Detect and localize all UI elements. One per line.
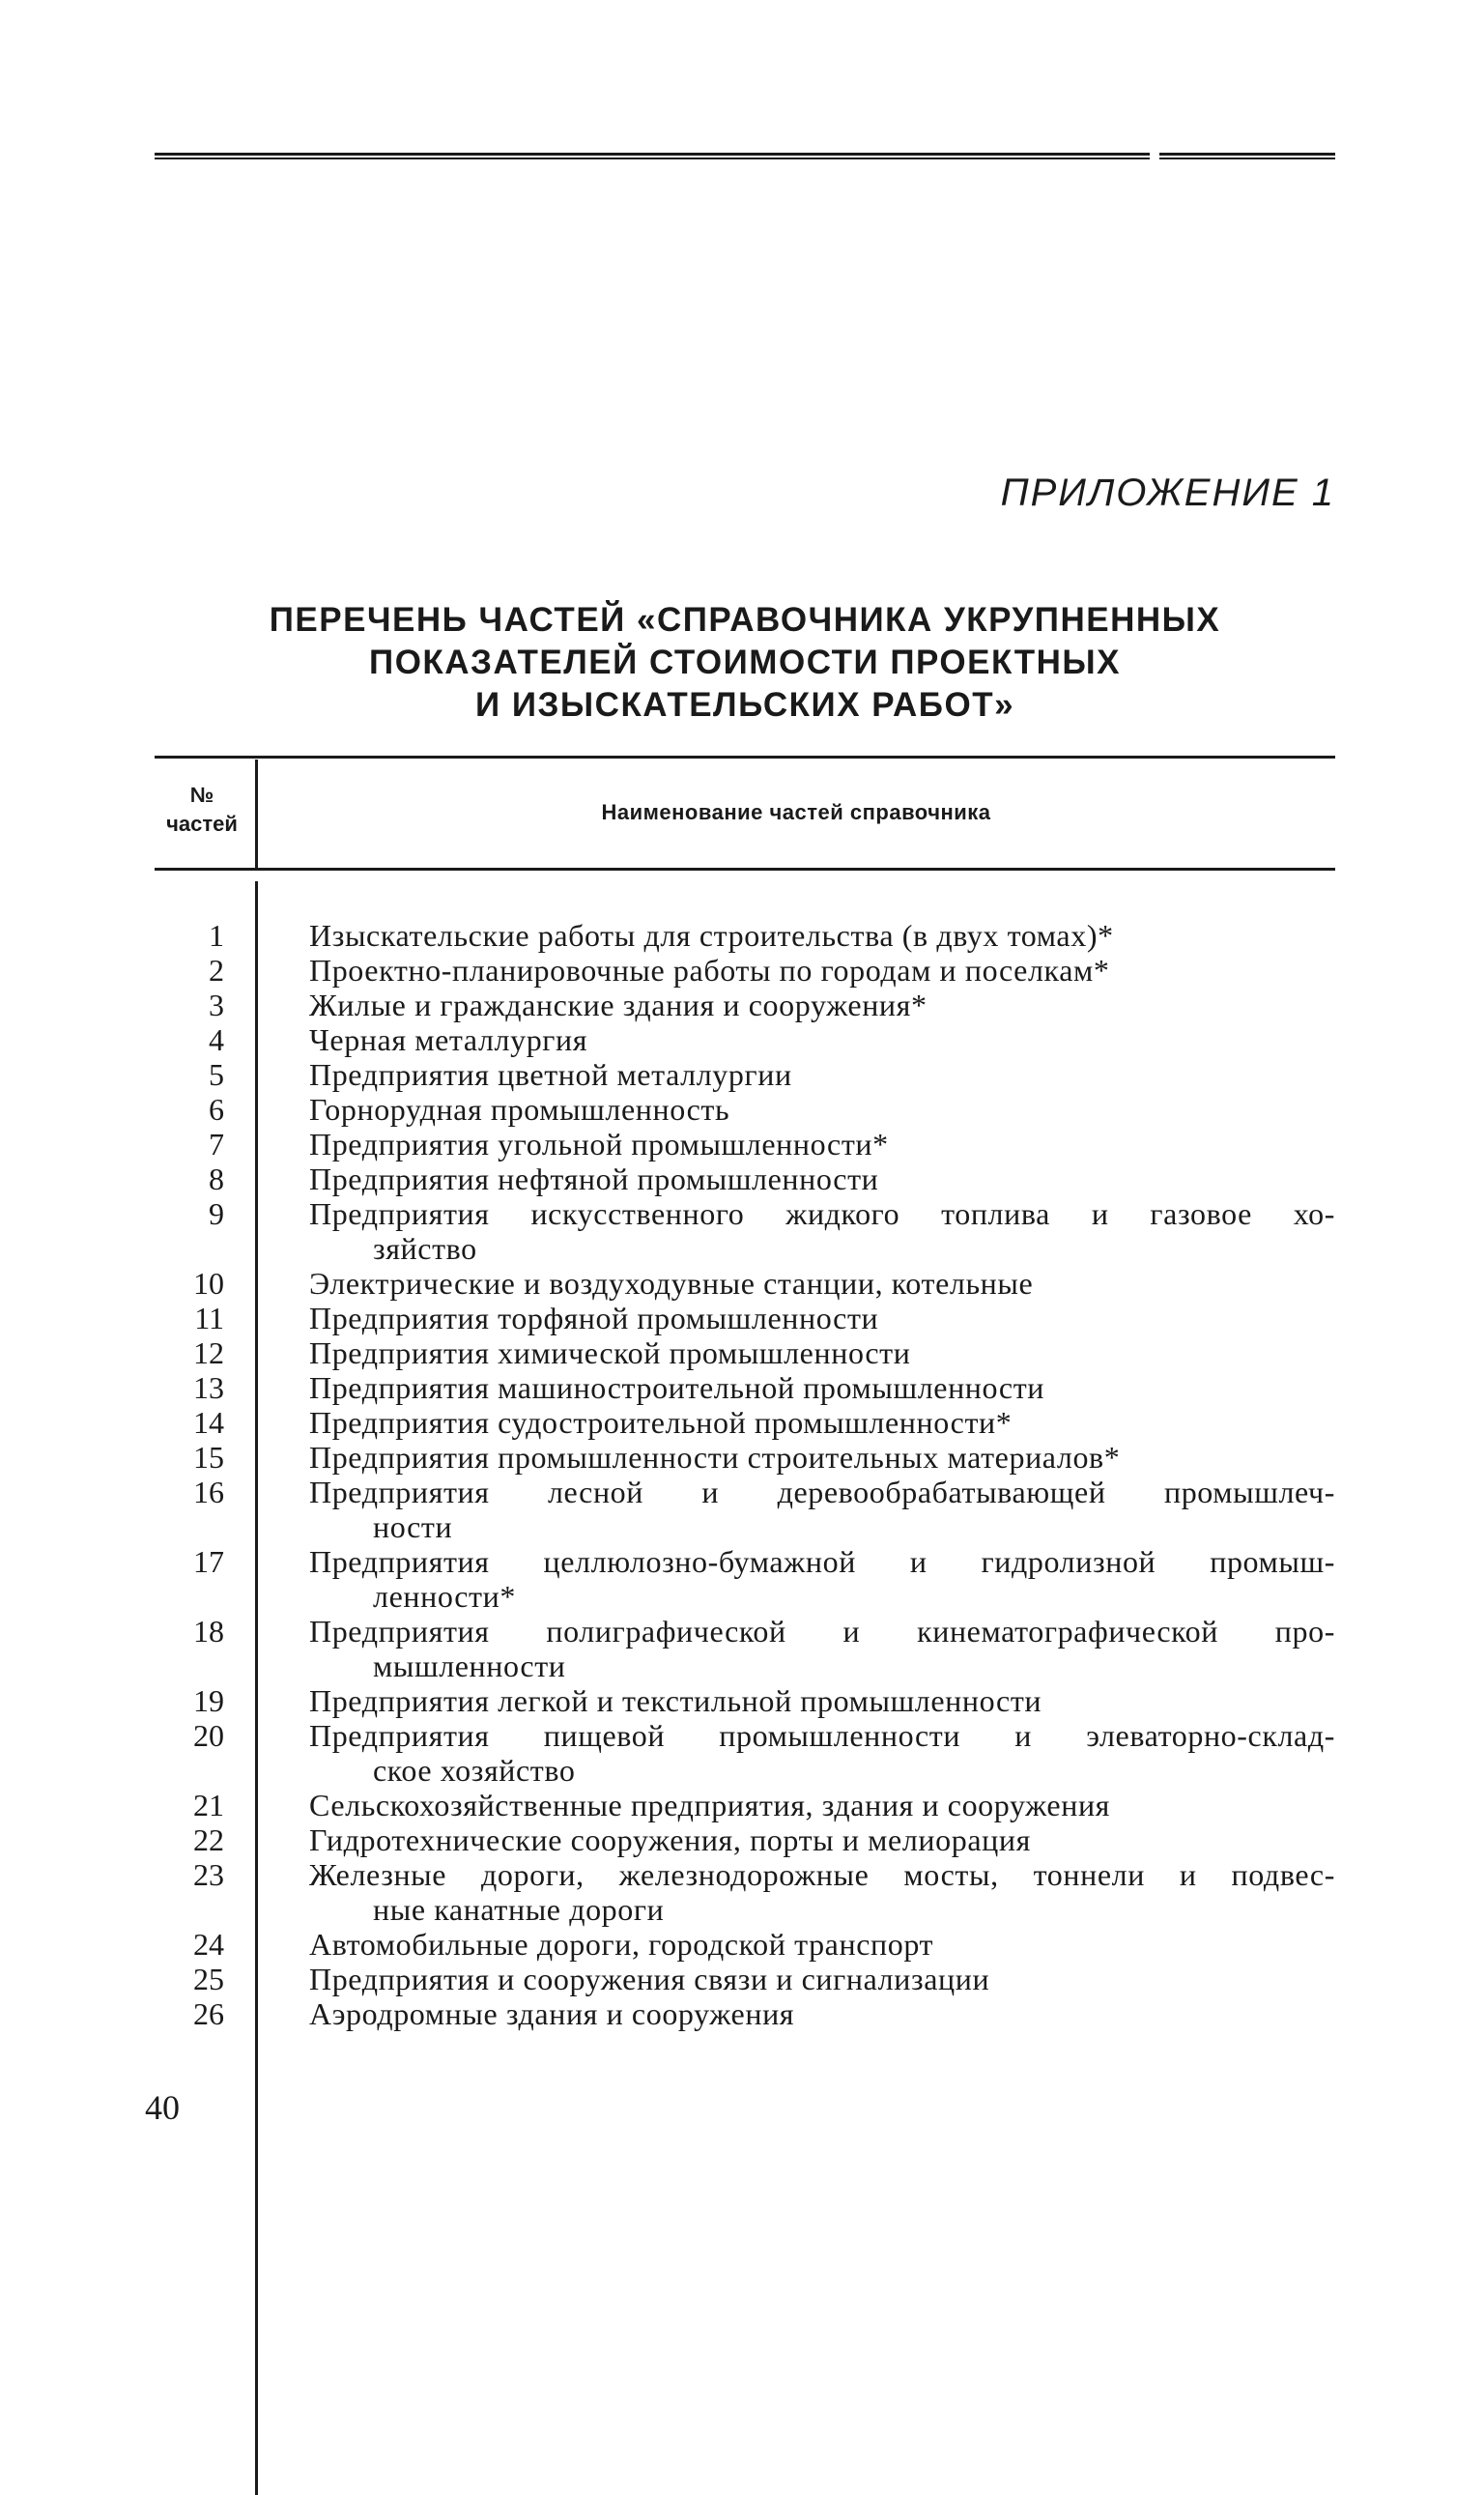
part-name (309, 1683, 1335, 1718)
table-row (155, 988, 1335, 1022)
table-row (155, 1092, 1335, 1127)
part-name-line: Черная металлургия (309, 1022, 588, 1057)
part-name (309, 1614, 1335, 1683)
part-number: 18 (193, 1614, 224, 1649)
part-number: 17 (193, 1544, 224, 1579)
part-name (309, 1301, 1335, 1335)
page-number: 40 (145, 2088, 180, 2127)
part-name (309, 1370, 1335, 1405)
table-row (155, 1544, 1335, 1614)
table-top-rule (155, 756, 1335, 759)
part-name (309, 1788, 1335, 1822)
part-name-line: Электрические и воздуходувные станции, котельные (309, 1266, 1034, 1301)
table-row (155, 1996, 1335, 2031)
table-row (155, 1370, 1335, 1405)
part-name (309, 1544, 1335, 1614)
header-number-symbol: № (189, 783, 214, 807)
part-name (309, 1335, 1335, 1370)
part-number: 25 (193, 1962, 224, 1996)
part-number: 2 (209, 953, 224, 988)
part-number: 20 (193, 1718, 224, 1753)
part-name-line: зяйство (373, 1231, 477, 1266)
part-number: 7 (209, 1127, 224, 1161)
part-name-line: Предприятия искусственного жидкого топлива и газовое хо- (309, 1196, 1335, 1231)
part-number: 4 (209, 1022, 224, 1057)
header-number-column (149, 781, 255, 839)
part-name (309, 1405, 1335, 1440)
part-name-line: Предприятия и сооружения связи и сигнализации (309, 1962, 990, 1996)
part-name-line: ные канатные дороги (373, 1892, 665, 1927)
part-name-line: ское хозяйство (373, 1753, 576, 1788)
part-number: 1 (209, 918, 224, 953)
table-row (155, 1788, 1335, 1822)
table-row (155, 1057, 1335, 1092)
part-name (309, 1266, 1335, 1301)
part-name (309, 1927, 1335, 1962)
table-row (155, 1161, 1335, 1196)
title-line: ПОКАЗАТЕЛЕЙ СТОИМОСТИ ПРОЕКТНЫХ (369, 644, 1121, 681)
part-name-line: Предприятия угольной промышленности* (309, 1127, 889, 1161)
part-number: 13 (193, 1370, 224, 1405)
table-row (155, 1475, 1335, 1544)
table-row (155, 1718, 1335, 1788)
table-row (155, 1301, 1335, 1335)
part-number: 26 (193, 1996, 224, 2031)
part-name-line: Предприятия лесной и деревообрабатывающей промышлеч- (309, 1475, 1335, 1509)
part-name-line: Предприятия легкой и текстильной промышленности (309, 1683, 1042, 1718)
part-number: 24 (193, 1927, 224, 1962)
part-name-line: Железные дороги, железнодорожные мосты, тоннели и подвес- (309, 1857, 1335, 1892)
header-number-label: частей (166, 812, 238, 836)
part-name-line: Предприятия полиграфической и кинематографической про- (309, 1614, 1335, 1649)
part-name-line: Предприятия целлюлозно-бумажной и гидролизной промыш- (309, 1544, 1335, 1579)
part-name (309, 1822, 1335, 1857)
table-row (155, 953, 1335, 988)
title-line: И ИЗЫСКАТЕЛЬСКИХ РАБОТ» (474, 686, 1015, 724)
part-name-line: Предприятия промышленности строительных материалов* (309, 1440, 1121, 1475)
part-number: 23 (193, 1857, 224, 1892)
part-number: 9 (209, 1196, 224, 1231)
part-name-line: Предприятия химической промышленности (309, 1335, 911, 1370)
part-name (309, 988, 1335, 1022)
table-row (155, 1614, 1335, 1683)
table-header-rule (155, 868, 1335, 871)
part-number: 16 (193, 1475, 224, 1509)
table-row (155, 1927, 1335, 1962)
part-number: 11 (194, 1301, 224, 1335)
table-row (155, 1440, 1335, 1475)
table-row (155, 1857, 1335, 1927)
part-number: 12 (193, 1335, 224, 1370)
part-name-line: Предприятия нефтяной промышленности (309, 1161, 879, 1196)
part-number: 21 (193, 1788, 224, 1822)
part-number: 10 (193, 1266, 224, 1301)
part-name-line: ности (373, 1509, 453, 1544)
table-row (155, 1962, 1335, 1996)
part-name (309, 1962, 1335, 1996)
part-name-line: Сельскохозяйственные предприятия, здания и сооружения (309, 1788, 1111, 1822)
part-name (309, 1127, 1335, 1161)
title-line: ПЕРЕЧЕНЬ ЧАСТЕЙ «СПРАВОЧНИКА УКРУПНЕННЫХ (269, 601, 1221, 639)
table-row (155, 1335, 1335, 1370)
part-name-line: Изыскательские работы для строительства (в двух томах)* (309, 918, 1114, 953)
part-name (309, 1161, 1335, 1196)
part-name (309, 1092, 1335, 1127)
part-name (309, 1718, 1335, 1788)
part-name-line: Предприятия цветной металлургии (309, 1057, 792, 1092)
part-name-line: мышленности (373, 1649, 566, 1683)
part-number: 14 (193, 1405, 224, 1440)
table-row (155, 1822, 1335, 1857)
document-title (155, 599, 1335, 727)
table-row (155, 1683, 1335, 1718)
part-name (309, 1440, 1335, 1475)
part-name (309, 1196, 1335, 1266)
part-number: 3 (209, 988, 224, 1022)
part-name-line: Жилые и гражданские здания и сооружения* (309, 988, 928, 1022)
table-row (155, 1127, 1335, 1161)
part-name-line: Предприятия пищевой промышленности и элеваторно-склад- (309, 1718, 1335, 1753)
part-number: 6 (209, 1092, 224, 1127)
part-number: 8 (209, 1161, 224, 1196)
parts-list (155, 918, 1335, 2031)
table-row (155, 1022, 1335, 1057)
part-name (309, 918, 1335, 953)
part-name-line: Предприятия торфяной промышленности (309, 1301, 879, 1335)
part-name-line: ленности* (373, 1579, 516, 1614)
header-name-column: Наименование частей справочника (601, 800, 991, 824)
part-name (309, 1022, 1335, 1057)
part-name-line: Автомобильные дороги, городской транспорт (309, 1927, 934, 1962)
part-name (309, 1475, 1335, 1544)
part-number: 22 (193, 1822, 224, 1857)
part-name-line: Аэродромные здания и сооружения (309, 1996, 795, 2031)
top-double-rule (155, 153, 1335, 160)
part-number: 19 (193, 1683, 224, 1718)
part-number: 15 (193, 1440, 224, 1475)
part-number: 5 (209, 1057, 224, 1092)
part-name (309, 953, 1335, 988)
part-name-line: Предприятия судостроительной промышленности* (309, 1405, 1013, 1440)
part-name-line: Предприятия машиностроительной промышленности (309, 1370, 1045, 1405)
part-name (309, 1857, 1335, 1927)
part-name-line: Гидротехнические сооружения, порты и мелиорация (309, 1822, 1031, 1857)
table-row (155, 918, 1335, 953)
part-name-line: Проектно-планировочные работы по городам и поселкам* (309, 953, 1110, 988)
appendix-label: ПРИЛОЖЕНИЕ 1 (1000, 472, 1335, 514)
table-row (155, 1266, 1335, 1301)
part-name (309, 1996, 1335, 2031)
table-row (155, 1405, 1335, 1440)
table-row (155, 1196, 1335, 1266)
part-name-line: Горнорудная промышленность (309, 1092, 730, 1127)
part-name (309, 1057, 1335, 1092)
